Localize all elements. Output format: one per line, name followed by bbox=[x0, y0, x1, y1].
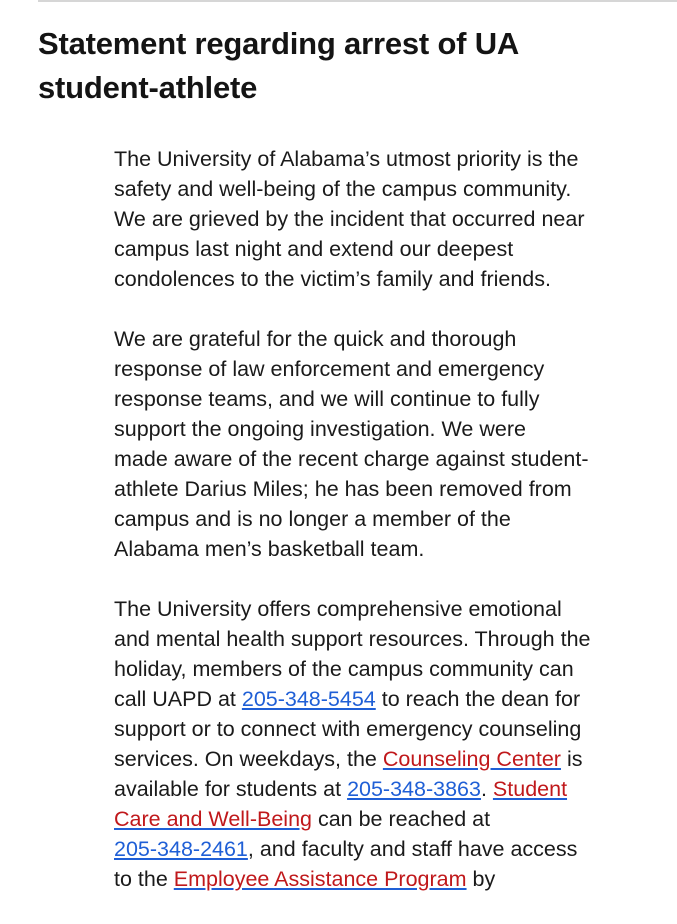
paragraph-line: response teams, and we will continue to fully bbox=[114, 387, 540, 411]
statement-title bbox=[38, 22, 658, 110]
paragraph-line: The University offers comprehensive emotional bbox=[114, 597, 562, 621]
paragraph-line: The University of Alabama’s utmost priority is the bbox=[114, 147, 579, 171]
paragraph-priority bbox=[114, 144, 654, 294]
top-divider bbox=[38, 0, 677, 2]
counseling-center-link[interactable]: Counseling Center bbox=[382, 747, 561, 771]
employee-assistance-program-link[interactable]: Employee Assistance Program bbox=[173, 867, 467, 891]
paragraph-line bbox=[114, 834, 654, 864]
paragraph-line bbox=[114, 804, 654, 834]
statement-body bbox=[114, 144, 654, 924]
paragraph-line: made aware of the recent charge against student- bbox=[114, 447, 589, 471]
text-fragment: to the bbox=[114, 867, 174, 891]
paragraph-line: support the ongoing investigation. We were bbox=[114, 417, 526, 441]
paragraph-line: safety and well-being of the campus community. bbox=[114, 177, 572, 201]
paragraph-line: campus last night and extend our deepest bbox=[114, 237, 514, 261]
text-fragment: can be reached at bbox=[311, 807, 491, 831]
paragraph-line: holiday, members of the campus community can bbox=[114, 657, 574, 681]
text-fragment: . bbox=[480, 777, 493, 801]
paragraph-line: We are grateful for the quick and thorough bbox=[114, 327, 517, 351]
student-care-phone-link[interactable]: 205-348-2461 bbox=[114, 837, 248, 861]
paragraph-support-resources bbox=[114, 594, 654, 894]
paragraph-line: and mental health support resources. Through the bbox=[114, 627, 591, 651]
text-fragment: by bbox=[466, 867, 496, 891]
text-fragment: available for students at bbox=[114, 777, 348, 801]
paragraph-line bbox=[114, 864, 654, 894]
student-care-link-continued[interactable]: Care and Well-Being bbox=[114, 807, 312, 831]
paragraph-line: Alabama men’s basketball team. bbox=[114, 537, 425, 561]
title-line-2: student-athlete bbox=[38, 70, 258, 105]
paragraph-line bbox=[114, 744, 654, 774]
paragraph-investigation bbox=[114, 324, 654, 564]
paragraph-line: We are grieved by the incident that occurred near bbox=[114, 207, 585, 231]
paragraph-line: condolences to the victim’s family and friends. bbox=[114, 267, 551, 291]
paragraph-line: support or to connect with emergency counseling bbox=[114, 717, 582, 741]
uapd-phone-link[interactable]: 205-348-5454 bbox=[241, 687, 376, 711]
paragraph-line: response of law enforcement and emergency bbox=[114, 357, 545, 381]
text-fragment: to reach the dean for bbox=[375, 687, 581, 711]
text-fragment: services. On weekdays, the bbox=[114, 747, 383, 771]
text-fragment: , and faculty and staff have access bbox=[247, 837, 578, 861]
text-fragment: is bbox=[560, 747, 583, 771]
paragraph-line bbox=[114, 774, 654, 804]
text-fragment: call UAPD at bbox=[114, 687, 242, 711]
paragraph-line: campus and is no longer a member of the bbox=[114, 507, 511, 531]
title-line-1: Statement regarding arrest of UA bbox=[38, 26, 520, 61]
counseling-phone-link[interactable]: 205-348-3863 bbox=[347, 777, 481, 801]
student-care-link[interactable]: Student bbox=[492, 777, 568, 801]
paragraph-line bbox=[114, 684, 654, 714]
paragraph-line: athlete Darius Miles; he has been removed from bbox=[114, 477, 572, 501]
